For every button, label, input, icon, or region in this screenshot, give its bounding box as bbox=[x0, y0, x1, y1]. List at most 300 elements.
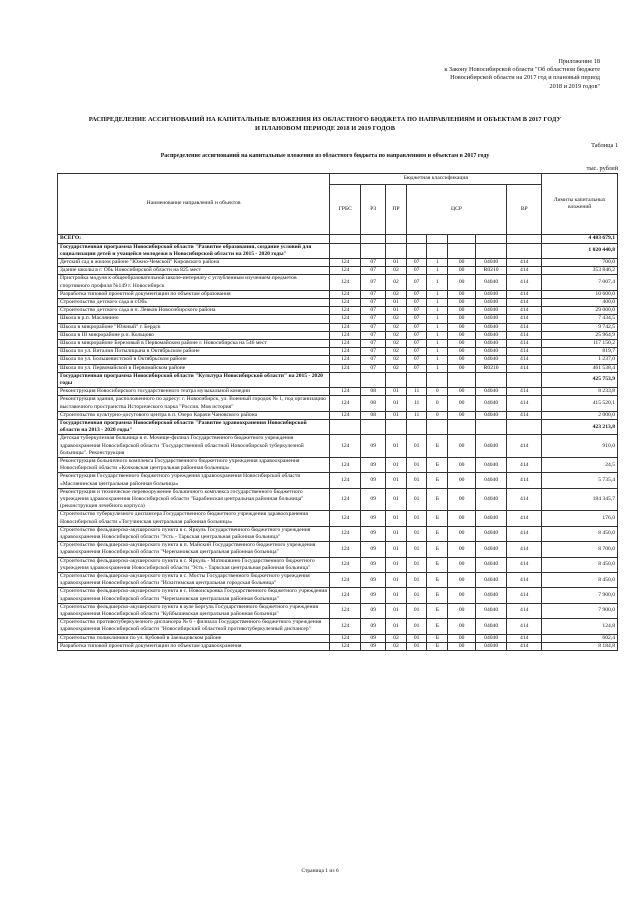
cell-csr-part-4: 04040 bbox=[476, 634, 507, 642]
cell-csr-part-4: 04040 bbox=[476, 526, 507, 541]
cell-csr-part-1: 07 bbox=[406, 315, 427, 323]
table-row bbox=[58, 331, 618, 339]
cell-pr: 02 bbox=[386, 642, 407, 650]
cell-vr: 414 bbox=[507, 331, 542, 339]
table-row bbox=[58, 388, 618, 396]
program-row bbox=[58, 243, 618, 258]
cell-amount: 1 020 440,8 bbox=[542, 243, 618, 258]
cell-amount: 5 735,4 bbox=[542, 473, 618, 488]
cell-rz: 09 bbox=[361, 511, 386, 526]
cell-pr: 01 bbox=[386, 557, 407, 572]
cell-vr: 414 bbox=[507, 323, 542, 331]
cell-amount: 353 846,2 bbox=[542, 267, 618, 275]
cell-csr-part-2 bbox=[427, 419, 448, 434]
program-row bbox=[58, 372, 618, 387]
row-name: Здание школы в г. Обь Новосибирской области на 825 мест bbox=[58, 267, 330, 275]
cell-csr-part-2: Б bbox=[427, 642, 448, 650]
cell-pr: 02 bbox=[386, 634, 407, 642]
appendix-line: к Закону Новосибирской области "Об областном бюджете bbox=[444, 66, 600, 74]
table-subtitle: Распределение ассигнований на капитальные вложения из областного бюджета по направлениям и объектам в 2017 году bbox=[160, 153, 490, 159]
cell-vr: 414 bbox=[507, 634, 542, 642]
cell-csr-part-3: 00 bbox=[448, 457, 476, 472]
cell-vr: 414 bbox=[507, 557, 542, 572]
cell-csr-part-1: 07 bbox=[406, 348, 427, 356]
cell-vr: 414 bbox=[507, 339, 542, 347]
cell-csr-part-3: 00 bbox=[448, 573, 476, 588]
cell-rz bbox=[361, 243, 386, 258]
cell-grbs bbox=[330, 419, 361, 434]
cell-csr-part-1: 07 bbox=[406, 364, 427, 372]
cell-csr-part-2: Б bbox=[427, 557, 448, 572]
cell-grbs: 124 bbox=[330, 315, 361, 323]
cell-vr bbox=[507, 243, 542, 258]
cell-csr-part-4: 04040 bbox=[476, 275, 507, 290]
cell-rz: 09 bbox=[361, 573, 386, 588]
cell-amount: 423 213,8 bbox=[542, 419, 618, 434]
cell-grbs: 124 bbox=[330, 298, 361, 306]
cell-grbs: 124 bbox=[330, 457, 361, 472]
cell-csr-part-4 bbox=[476, 419, 507, 434]
cell-csr-part-4: 04040 bbox=[476, 642, 507, 650]
cell-pr bbox=[386, 419, 407, 434]
row-name: Реконструкция и техническое перевооружение больничного комплекса государственного бюджетного учреждения здравоохранения Новосибирской области "Барабинская центральная районная больница" (реконструкция лечебного корпуса) bbox=[58, 488, 330, 511]
cell-grbs: 124 bbox=[330, 634, 361, 642]
cell-amount: 415 520,1 bbox=[542, 396, 618, 411]
cell-csr-part-1: 01 bbox=[406, 642, 427, 650]
table-row bbox=[58, 619, 618, 634]
cell-grbs: 124 bbox=[330, 356, 361, 364]
cell-pr bbox=[386, 372, 407, 387]
cell-csr-part-4: 04040 bbox=[476, 356, 507, 364]
cell-csr-part-4 bbox=[476, 372, 507, 387]
row-name: Строительство детского сада в п. Левков Новосибирского района bbox=[58, 307, 330, 315]
cell-amount: 2 000,0 bbox=[542, 411, 618, 419]
row-name: Реконструкция больничного комплекса Государственного бюджетного учреждения здравоохранения Новосибирской области «Кочковская центральная районная больница» bbox=[58, 457, 330, 472]
table-row bbox=[58, 634, 618, 642]
cell-rz: 07 bbox=[361, 290, 386, 298]
cell-amount: 10 600,0 bbox=[542, 290, 618, 298]
cell-pr: 01 bbox=[386, 473, 407, 488]
row-name: Школа в микрорайоне "Южный" г. Бердск bbox=[58, 323, 330, 331]
total-label: ВСЕГО: bbox=[58, 235, 330, 244]
cell-csr-part-1: 07 bbox=[406, 275, 427, 290]
row-name: Реконструкция Государственного бюджетного учреждения здравоохранения Новосибирской области «Маслянинская центральная районная больница» bbox=[58, 473, 330, 488]
cell-grbs: 124 bbox=[330, 388, 361, 396]
program-row bbox=[58, 419, 618, 434]
document-title bbox=[32, 116, 618, 133]
cell-csr-part-1: 01 bbox=[406, 457, 427, 472]
table-row bbox=[58, 290, 618, 298]
cell-csr-part-3: 00 bbox=[448, 388, 476, 396]
cell-vr: 414 bbox=[507, 315, 542, 323]
cell-csr-part-4: 04040 bbox=[476, 457, 507, 472]
cell-csr-part-1: 11 bbox=[406, 388, 427, 396]
row-name: Разработка типовой проектной документации по объектам здравоохранения bbox=[58, 642, 330, 650]
cell-rz: 07 bbox=[361, 267, 386, 275]
cell-csr-part-2: 1 bbox=[427, 258, 448, 266]
cell-rz: 09 bbox=[361, 473, 386, 488]
cell-vr: 414 bbox=[507, 396, 542, 411]
cell-grbs: 124 bbox=[330, 435, 361, 458]
appendix-note bbox=[360, 58, 600, 91]
cell-csr-part-3: 00 bbox=[448, 258, 476, 266]
cell-grbs: 124 bbox=[330, 331, 361, 339]
cell-pr: 02 bbox=[386, 348, 407, 356]
cell-csr-part-1: 07 bbox=[406, 258, 427, 266]
cell-csr-part-2: Б bbox=[427, 603, 448, 618]
cell-pr: 01 bbox=[386, 258, 407, 266]
cell-csr-part-4: 04040 bbox=[476, 511, 507, 526]
cell-csr-part-3 bbox=[448, 372, 476, 387]
cell-csr-part-2 bbox=[427, 372, 448, 387]
cell-grbs: 124 bbox=[330, 348, 361, 356]
cell-rz: 09 bbox=[361, 588, 386, 603]
row-name: Государственная программа Новосибирской области "Развитие образования, создание условий для социализации детей и учащейся молодежи в Новосибирской области на 2015 - 2020 годы" bbox=[58, 243, 330, 258]
cell-pr: 02 bbox=[386, 339, 407, 347]
cell-csr-part-3: 00 bbox=[448, 331, 476, 339]
cell-csr-part-3: 00 bbox=[448, 588, 476, 603]
cell-amount: 25 964,9 bbox=[542, 331, 618, 339]
cell-amount: 8 450,0 bbox=[542, 526, 618, 541]
row-name: Реконструкция здания, расположенного по адресу: г. Новосибирск, ул. Военный городок № 1, под организацию выставочного пространства Исторического парка "Россия. Моя история" bbox=[58, 396, 330, 411]
cell-amount: 1 237,0 bbox=[542, 356, 618, 364]
cell-csr-part-1: 07 bbox=[406, 323, 427, 331]
cell-vr: 414 bbox=[507, 307, 542, 315]
cell-csr-part-3: 00 bbox=[448, 356, 476, 364]
row-name: Реконструкция Новосибирского государственного театра музыкальной комедии bbox=[58, 388, 330, 396]
row-name: Строительство культурно-досугового центра в п. Озеро Карачи Чановского района bbox=[58, 411, 330, 419]
appendix-line: 2018 и 2019 годов" bbox=[549, 82, 600, 90]
cell-vr: 414 bbox=[507, 348, 542, 356]
cell-csr-part-3 bbox=[448, 419, 476, 434]
title-line: И ПЛАНОВОМ ПЕРИОДЕ 2018 И 2019 ГОДОВ bbox=[254, 124, 396, 132]
cell-grbs: 124 bbox=[330, 542, 361, 557]
cell-grbs: 124 bbox=[330, 275, 361, 290]
cell-csr-part-1: 01 bbox=[406, 488, 427, 511]
cell-pr: 01 bbox=[386, 488, 407, 511]
cell-csr-part-4: 04040 bbox=[476, 298, 507, 306]
cell-pr: 01 bbox=[386, 435, 407, 458]
cell-amount: 602,4 bbox=[542, 634, 618, 642]
cell-pr: 01 bbox=[386, 298, 407, 306]
row-name: Строительство фельдшерско-акушерского пункта в п. Майский Государственного бюджетного учреждения здравоохранения Новосибирской области "Черепановская центральная районная больница" bbox=[58, 542, 330, 557]
total-amount: 4 483 679,1 bbox=[542, 235, 618, 244]
cell-vr bbox=[507, 372, 542, 387]
cell-csr-part-3: 00 bbox=[448, 526, 476, 541]
cell-csr-part-4: 04040 bbox=[476, 388, 507, 396]
cell-grbs: 124 bbox=[330, 588, 361, 603]
cell-rz: 09 bbox=[361, 526, 386, 541]
cell-csr-part-3: 00 bbox=[448, 619, 476, 634]
cell-csr-part-2: 1 bbox=[427, 323, 448, 331]
cell-vr: 414 bbox=[507, 603, 542, 618]
cell-csr-part-1: 01 bbox=[406, 573, 427, 588]
cell-csr-part-4: 04040 bbox=[476, 557, 507, 572]
cell-csr-part-2: 0 bbox=[427, 396, 448, 411]
cell-csr-part-3: 00 bbox=[448, 275, 476, 290]
col-header-vr: ВР bbox=[507, 185, 542, 235]
cell-vr: 414 bbox=[507, 290, 542, 298]
table-row bbox=[58, 298, 618, 306]
cell-csr-part-3: 00 bbox=[448, 364, 476, 372]
cell-csr-part-4: 04040 bbox=[476, 573, 507, 588]
table-row bbox=[58, 526, 618, 541]
cell-csr-part-2: 1 bbox=[427, 339, 448, 347]
cell-csr-part-4: 04040 bbox=[476, 473, 507, 488]
cell-rz: 08 bbox=[361, 411, 386, 419]
row-name: Строительство фельдшерско-акушерского пункта в с. Новоискровка Государственного бюджетного учреждения здравоохранения Новосибирской области "Черепановская центральная районная больница" bbox=[58, 588, 330, 603]
cell-csr-part-4: 04040 bbox=[476, 542, 507, 557]
row-name: Строительство детского сада в г.Обь bbox=[58, 298, 330, 306]
cell-vr: 414 bbox=[507, 488, 542, 511]
cell-amount: 124,8 bbox=[542, 619, 618, 634]
cell-csr-part-2: 1 bbox=[427, 356, 448, 364]
cell-csr-part-2: 1 bbox=[427, 348, 448, 356]
cell-vr: 414 bbox=[507, 588, 542, 603]
cell-amount: 8 700,0 bbox=[542, 542, 618, 557]
table-row bbox=[58, 356, 618, 364]
cell-csr-part-1: 01 bbox=[406, 511, 427, 526]
cell-csr-part-1: 11 bbox=[406, 411, 427, 419]
cell-csr-part-1: 07 bbox=[406, 298, 427, 306]
cell-csr-part-4: 04040 bbox=[476, 411, 507, 419]
cell-csr-part-1: 01 bbox=[406, 557, 427, 572]
cell-vr: 414 bbox=[507, 364, 542, 372]
cell-csr-part-1: 01 bbox=[406, 473, 427, 488]
cell-csr-part-4: 04040 bbox=[476, 331, 507, 339]
row-name: Строительство фельдшерско-акушерского пункта в ауле Бергуль Государственного бюджетного учреждения здравоохранения Новосибирской области "Куйбышевская центральная районная больница" bbox=[58, 603, 330, 618]
cell-rz: 09 bbox=[361, 457, 386, 472]
cell-csr-part-1: 07 bbox=[406, 339, 427, 347]
table-row bbox=[58, 411, 618, 419]
cell-csr-part-1: 07 bbox=[406, 331, 427, 339]
cell-pr bbox=[386, 243, 407, 258]
cell-rz: 07 bbox=[361, 275, 386, 290]
cell-csr-part-2: Б bbox=[427, 542, 448, 557]
cell-vr: 414 bbox=[507, 457, 542, 472]
cell-csr-part-3: 00 bbox=[448, 339, 476, 347]
cell-grbs: 124 bbox=[330, 557, 361, 572]
cell-csr-part-4: 04040 bbox=[476, 348, 507, 356]
cell-csr-part-2: Б bbox=[427, 473, 448, 488]
cell-pr: 02 bbox=[386, 323, 407, 331]
row-name: Пристройка модуля к общеобразовательной школе-интернату с углубленным изучением предметов спортивного профиля №149 г. Новосибирск bbox=[58, 275, 330, 290]
cell-csr-part-1: 01 bbox=[406, 634, 427, 642]
cell-csr-part-1: 11 bbox=[406, 396, 427, 411]
cell-amount: 24,5 bbox=[542, 457, 618, 472]
cell-csr-part-3: 00 bbox=[448, 411, 476, 419]
appendix-line: Приложение 18 bbox=[558, 58, 600, 65]
table-row bbox=[58, 457, 618, 472]
cell-vr: 414 bbox=[507, 258, 542, 266]
cell-vr: 414 bbox=[507, 411, 542, 419]
cell-pr: 01 bbox=[386, 526, 407, 541]
cell-csr-part-2: 0 bbox=[427, 388, 448, 396]
cell-rz: 09 bbox=[361, 557, 386, 572]
row-name: Детская туберкулезная больница в п. Мочище-филиал Государственного бюджетного учреждения здравоохранения Новосибирской области "Государственной областной Новосибирской туберкулезной больницы". Реконструкция bbox=[58, 435, 330, 458]
cell-amount: 910,0 bbox=[542, 435, 618, 458]
cell-csr-part-3: 00 bbox=[448, 557, 476, 572]
cell-csr-part-2: 1 bbox=[427, 298, 448, 306]
cell-pr: 01 bbox=[386, 511, 407, 526]
cell-grbs bbox=[330, 243, 361, 258]
cell-csr-part-1: 07 bbox=[406, 267, 427, 275]
cell-csr-part-2: 1 bbox=[427, 315, 448, 323]
cell-csr-part-3: 00 bbox=[448, 603, 476, 618]
cell-amount: 184 345,7 bbox=[542, 488, 618, 511]
cell-csr-part-4: 04040 bbox=[476, 603, 507, 618]
cell-pr: 02 bbox=[386, 356, 407, 364]
row-name: Государственная программа Новосибирской области "Развитие здравоохранения Новосибирской области на 2013 - 2020 годы" bbox=[58, 419, 330, 434]
cell-vr: 414 bbox=[507, 388, 542, 396]
cell-csr-part-4: R0210 bbox=[476, 364, 507, 372]
cell-grbs: 124 bbox=[330, 307, 361, 315]
table-row bbox=[58, 323, 618, 331]
appendix-line: Новосибирской области на 2017 год и плановый период bbox=[450, 74, 600, 82]
cell-grbs: 124 bbox=[330, 603, 361, 618]
cell-grbs: 124 bbox=[330, 473, 361, 488]
row-name: Строительство противотуберкулезного диспансера № 6 - филиала Государственного бюджетного учреждения здравоохранения Новосибирской области "Новосибирский областной противотуберкулезный диспансер" bbox=[58, 619, 330, 634]
cell-csr-part-2: 1 bbox=[427, 331, 448, 339]
cell-csr-part-4: 04040 bbox=[476, 315, 507, 323]
cell-amount: 9 742,5 bbox=[542, 323, 618, 331]
cell-rz: 09 bbox=[361, 619, 386, 634]
title-line: РАСПРЕДЕЛЕНИЕ АССИГНОВАНИЙ НА КАПИТАЛЬНЫЕ ВЛОЖЕНИЯ ИЗ ОБЛАСТНОГО БЮДЖЕТА ПО НАПРАВЛЕНИЯМ И ОБЪЕКТАМ В 2017 ГОДУ bbox=[88, 116, 562, 123]
cell-amount: 7 007,4 bbox=[542, 275, 618, 290]
cell-csr-part-1: 01 bbox=[406, 603, 427, 618]
cell-grbs: 124 bbox=[330, 511, 361, 526]
table-row bbox=[58, 573, 618, 588]
cell-vr bbox=[507, 419, 542, 434]
cell-csr-part-4: 04040 bbox=[476, 339, 507, 347]
row-name: Разработка типовой проектной документации по объектам образования bbox=[58, 290, 330, 298]
cell-amount: 8 450,0 bbox=[542, 573, 618, 588]
cell-csr-part-4: 04040 bbox=[476, 258, 507, 266]
cell-csr-part-1: 07 bbox=[406, 290, 427, 298]
cell-amount: 8 450,0 bbox=[542, 557, 618, 572]
table-row bbox=[58, 542, 618, 557]
cell-rz: 07 bbox=[361, 364, 386, 372]
cell-csr-part-3: 00 bbox=[448, 267, 476, 275]
cell-rz: 07 bbox=[361, 258, 386, 266]
cell-csr-part-3: 00 bbox=[448, 323, 476, 331]
cell-rz: 08 bbox=[361, 396, 386, 411]
cell-csr-part-2: Б bbox=[427, 634, 448, 642]
cell-vr: 414 bbox=[507, 267, 542, 275]
cell-csr-part-2: 1 bbox=[427, 364, 448, 372]
cell-rz: 07 bbox=[361, 298, 386, 306]
cell-vr: 414 bbox=[507, 542, 542, 557]
cell-pr: 02 bbox=[386, 275, 407, 290]
table-row bbox=[58, 275, 618, 290]
cell-rz: 07 bbox=[361, 339, 386, 347]
cell-amount: 7 434,5 bbox=[542, 315, 618, 323]
cell-csr-part-3 bbox=[448, 243, 476, 258]
total-row bbox=[58, 235, 618, 244]
cell-csr-part-4 bbox=[476, 243, 507, 258]
cell-rz: 09 bbox=[361, 435, 386, 458]
cell-grbs: 124 bbox=[330, 573, 361, 588]
cell-pr: 02 bbox=[386, 315, 407, 323]
cell-csr-part-2: 1 bbox=[427, 307, 448, 315]
cell-csr-part-4: 04040 bbox=[476, 396, 507, 411]
table-row bbox=[58, 511, 618, 526]
row-name: Школа в р.п. Маслянино bbox=[58, 315, 330, 323]
table-row bbox=[58, 348, 618, 356]
cell-rz: 09 bbox=[361, 634, 386, 642]
cell-grbs: 124 bbox=[330, 267, 361, 275]
cell-pr: 01 bbox=[386, 619, 407, 634]
cell-rz: 07 bbox=[361, 348, 386, 356]
cell-csr-part-1: 01 bbox=[406, 619, 427, 634]
cell-grbs bbox=[330, 372, 361, 387]
cell-csr-part-4: 04040 bbox=[476, 435, 507, 458]
col-header-pr: ПР bbox=[386, 185, 407, 235]
page-footer: Страница 1 из 6 bbox=[301, 868, 339, 874]
cell-csr-part-3: 00 bbox=[448, 348, 476, 356]
table-row bbox=[58, 642, 618, 650]
table-row bbox=[58, 488, 618, 511]
cell-grbs: 124 bbox=[330, 290, 361, 298]
table-row bbox=[58, 315, 618, 323]
cell-grbs: 124 bbox=[330, 526, 361, 541]
cell-pr: 01 bbox=[386, 388, 407, 396]
cell-rz: 09 bbox=[361, 642, 386, 650]
table-row bbox=[58, 396, 618, 411]
cell-csr-part-2: 1 bbox=[427, 290, 448, 298]
cell-vr: 414 bbox=[507, 356, 542, 364]
cell-csr-part-2: Б bbox=[427, 435, 448, 458]
cell-csr-part-4: 04040 bbox=[476, 323, 507, 331]
cell-csr-part-2: Б bbox=[427, 619, 448, 634]
cell-amount: 425 753,9 bbox=[542, 372, 618, 387]
cell-amount: 29 000,0 bbox=[542, 307, 618, 315]
cell-rz: 09 bbox=[361, 603, 386, 618]
cell-pr: 01 bbox=[386, 307, 407, 315]
cell-csr-part-3: 00 bbox=[448, 315, 476, 323]
cell-csr-part-1: 01 bbox=[406, 526, 427, 541]
cell-grbs: 124 bbox=[330, 323, 361, 331]
cell-amount: 8 233,8 bbox=[542, 388, 618, 396]
cell-csr-part-4: 04040 bbox=[476, 307, 507, 315]
cell-rz bbox=[361, 419, 386, 434]
cell-amount: 400,0 bbox=[542, 298, 618, 306]
cell-csr-part-2: Б bbox=[427, 573, 448, 588]
cell-csr-part-1: 01 bbox=[406, 588, 427, 603]
cell-rz: 09 bbox=[361, 542, 386, 557]
cell-grbs: 124 bbox=[330, 396, 361, 411]
cell-rz bbox=[361, 372, 386, 387]
cell-csr-part-3: 00 bbox=[448, 511, 476, 526]
table-row bbox=[58, 339, 618, 347]
cell-csr-part-2: Б bbox=[427, 526, 448, 541]
cell-rz: 07 bbox=[361, 331, 386, 339]
cell-amount: 700,0 bbox=[542, 258, 618, 266]
cell-grbs: 124 bbox=[330, 411, 361, 419]
cell-vr: 414 bbox=[507, 526, 542, 541]
cell-csr-part-1 bbox=[406, 419, 427, 434]
cell-amount: 7 900,0 bbox=[542, 603, 618, 618]
cell-csr-part-1 bbox=[406, 243, 427, 258]
units-label: тыс. рублей bbox=[586, 165, 618, 172]
cell-amount: 117 150,2 bbox=[542, 339, 618, 347]
table-row bbox=[58, 557, 618, 572]
cell-grbs: 124 bbox=[330, 258, 361, 266]
cell-grbs: 124 bbox=[330, 364, 361, 372]
cell-pr: 02 bbox=[386, 364, 407, 372]
cell-amount: 7 900,0 bbox=[542, 588, 618, 603]
cell-csr-part-3: 00 bbox=[448, 290, 476, 298]
